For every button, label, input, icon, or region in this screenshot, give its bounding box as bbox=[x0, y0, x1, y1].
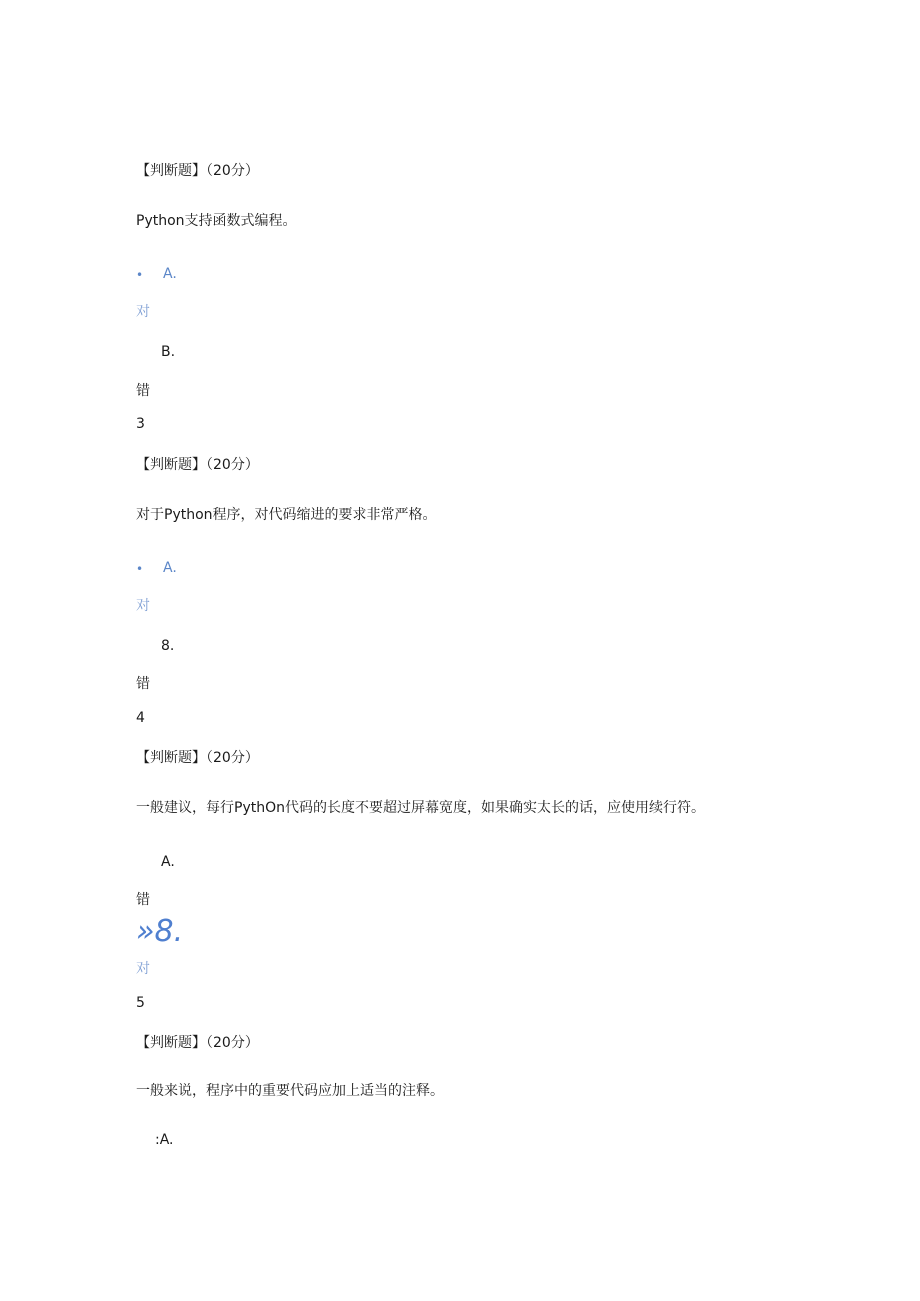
selected-option-letter[interactable]: »8. bbox=[136, 914, 184, 949]
question-stem: Python支持函数式编程。 bbox=[136, 213, 297, 229]
option-letter[interactable]: A. bbox=[161, 854, 175, 870]
option-text[interactable]: 错 bbox=[136, 892, 150, 908]
question-type-label: 【判断题】（20分） bbox=[136, 163, 259, 179]
question-type-label: 【判断题】（20分） bbox=[136, 457, 259, 473]
option-text[interactable]: 对 bbox=[136, 598, 150, 614]
selected-bullet-icon: • bbox=[136, 562, 144, 576]
option-letter[interactable]: B. bbox=[161, 344, 176, 360]
question-stem: 对于Python程序，对代码缩进的要求非常严格。 bbox=[136, 507, 437, 523]
option-letter[interactable]: A. bbox=[163, 560, 177, 576]
option-letter[interactable]: :A. bbox=[155, 1132, 174, 1148]
question-stem: 一般建议，每行PythOn代码的长度不要超过屏幕宽度，如果确实太长的话，应使用续行符。 bbox=[136, 800, 705, 816]
question-type-label: 【判断题】（20分） bbox=[136, 1035, 259, 1051]
option-text[interactable]: 对 bbox=[136, 961, 150, 977]
option-text[interactable]: 对 bbox=[136, 304, 150, 320]
question-number: 5 bbox=[136, 995, 145, 1011]
selected-bullet-icon: • bbox=[136, 268, 144, 282]
option-text[interactable]: 错 bbox=[136, 676, 150, 692]
option-letter[interactable]: 8. bbox=[161, 638, 175, 654]
question-type-label: 【判断题】（20分） bbox=[136, 750, 259, 766]
question-number: 3 bbox=[136, 416, 145, 432]
question-number: 4 bbox=[136, 710, 145, 726]
question-stem: 一般来说，程序中的重要代码应加上适当的注释。 bbox=[136, 1083, 444, 1099]
option-letter[interactable]: A. bbox=[163, 266, 177, 282]
option-text[interactable]: 错 bbox=[136, 383, 150, 399]
